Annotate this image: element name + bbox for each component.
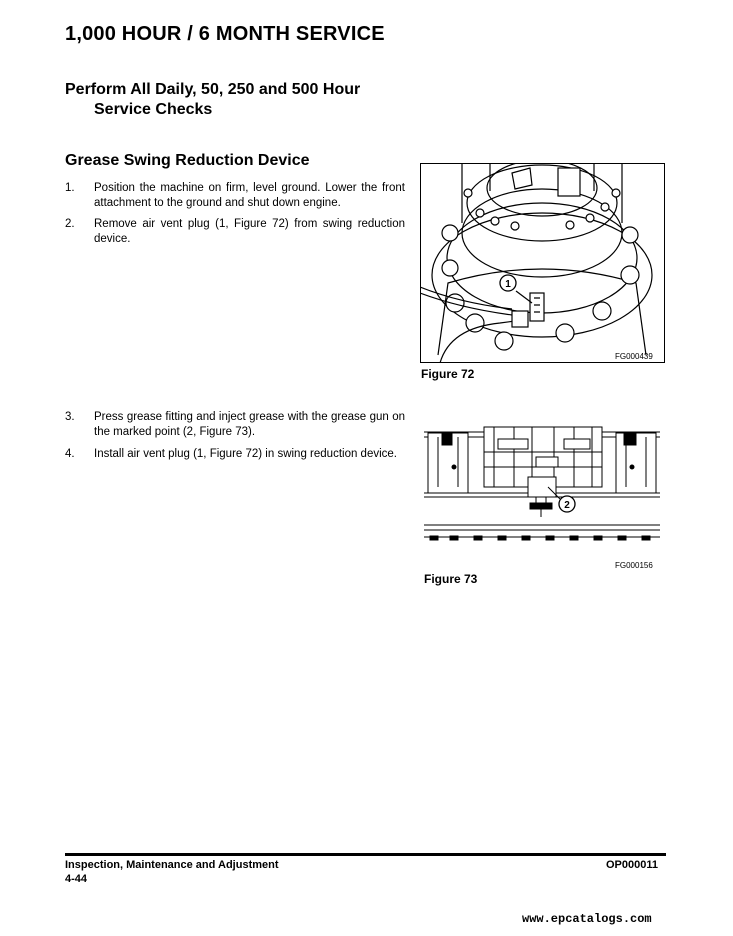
page-title: 1,000 HOUR / 6 MONTH SERVICE (65, 23, 385, 45)
step-text: Position the machine on firm, level ground. Lower the front attachment to the ground and shut down engine. (94, 182, 405, 209)
figure-72-illustration (420, 163, 665, 363)
footer-doc-id: OP000011 (606, 859, 658, 871)
step-number: 4. (65, 448, 75, 460)
footer-page-number: 4-44 (65, 873, 88, 885)
callout-1-label: 1 (505, 279, 511, 290)
section-heading-line1: Perform All Daily, 50, 250 and 500 Hour (65, 81, 361, 98)
figure-73-caption: Figure 73 (424, 572, 478, 586)
step-text: Remove air vent plug (1, Figure 72) from swing reduction device. (94, 218, 405, 245)
section-heading-grease-swing: Grease Swing Reduction Device (65, 152, 310, 169)
footer-rule (65, 853, 666, 856)
figure-73-illustration (424, 417, 660, 547)
step-text: Install air vent plug (1, Figure 72) in swing reduction device. (94, 448, 397, 460)
callout-2-label: 2 (564, 500, 570, 511)
figure-72-caption: Figure 72 (421, 367, 475, 381)
figure-72-code: FG000439 (615, 352, 653, 361)
watermark-url: www.epcatalogs.com (522, 912, 652, 926)
figure-73-code: FG000156 (615, 561, 653, 570)
section-heading-service-checks (65, 80, 360, 120)
step-text: Press grease fitting and inject grease with the grease gun on the marked point (2, Figure 73). (94, 411, 405, 438)
footer-title: Inspection, Maintenance and Adjustment (65, 859, 279, 871)
section-heading-line2: Service Checks (94, 101, 213, 118)
step-number: 3. (65, 411, 75, 423)
step-number: 2. (65, 218, 75, 230)
step-number: 1. (65, 182, 75, 194)
